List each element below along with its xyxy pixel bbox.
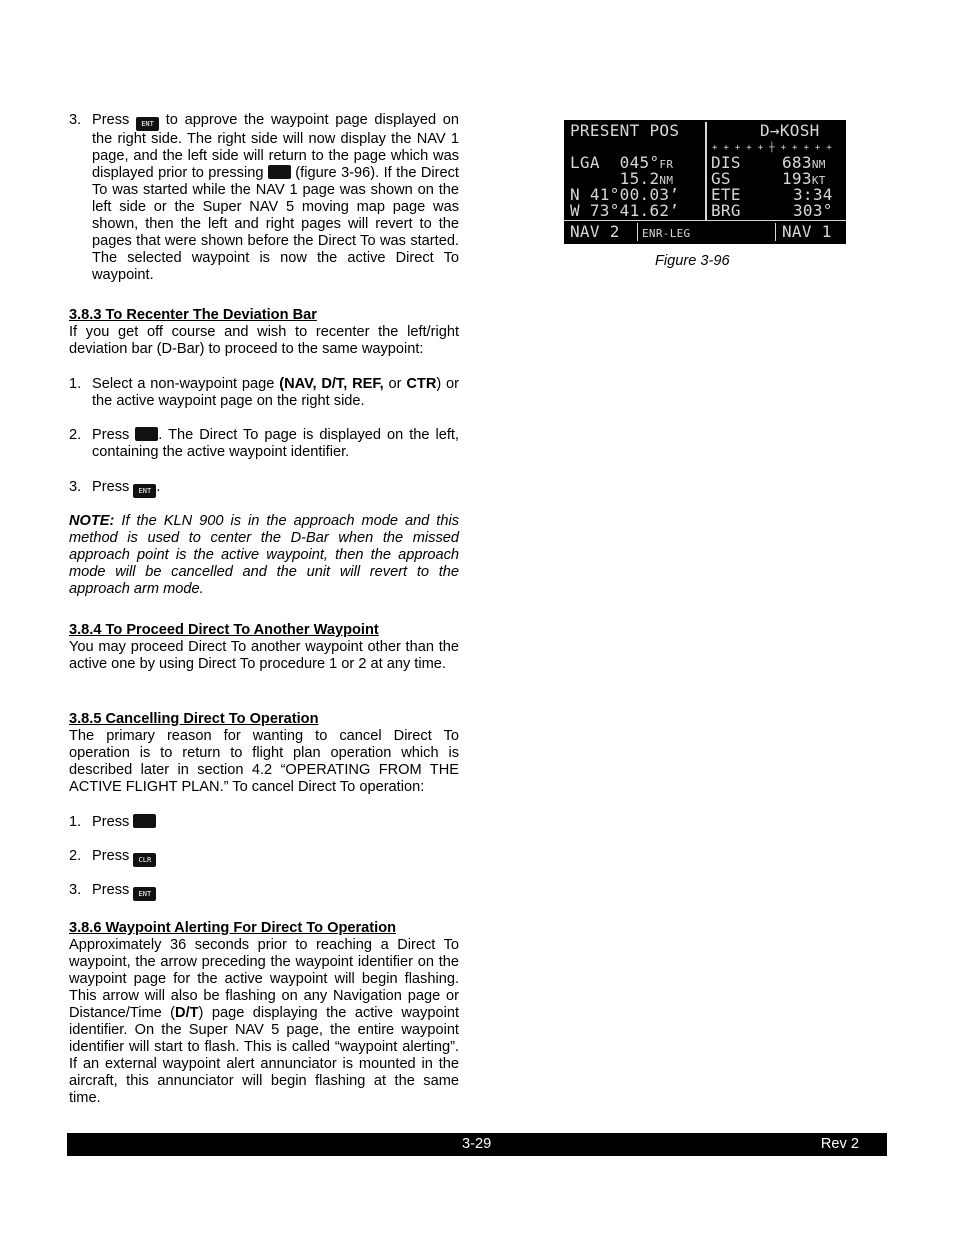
paragraph-3-8-3: If you get off course and wish to recenter the left/right deviation bar (D-Bar) to proceed to the same waypoint: (69, 324, 459, 357)
paragraph-3-8-5: The primary reason for wanting to cancel Direct To operation is to return to flight plan operation which is described later in section 4.2 “OPERATING FROM THE ACTIVE FLIGHT PLAN.” To cancel Direct To operation: (69, 728, 459, 795)
heading-3-8-4: 3.8.4 To Proceed Direct To Another Waypoint (69, 622, 379, 638)
direct-to-key-icon (135, 427, 158, 441)
left-row-3: N 41°00.03’ (570, 185, 680, 204)
left-footer-mode: ENR-LEG (642, 227, 691, 240)
note-label: NOTE: (69, 513, 115, 529)
gs-value: 193KT (782, 169, 826, 188)
left-title: PRESENT POS (570, 121, 680, 140)
ent-key-icon: ENT (136, 117, 159, 131)
paragraph-3-8-4: You may proceed Direct To another waypoint other than the active one by using Direct To procedure 1 or 2 at any time. (69, 639, 459, 672)
ete-label: ETE (711, 185, 741, 204)
ent-key-icon: ENT (133, 887, 156, 901)
step-number: 3. (69, 112, 82, 128)
ent-key-icon: ENT (133, 484, 156, 498)
figure-caption: Figure 3-96 (655, 253, 730, 269)
direct-to-arrow-icon: D→ (760, 121, 780, 140)
step-text: Press ENT to approve the waypoint page displayed on the right side. The right side will now display the NAV 1 page, and the left side will return to the page which was displayed prior to pressing (figure 3-96). If the Direct To was started while the NAV 1 page was shown on the left side or the Super NAV 5 moving map page was shown, then the left and right pages will revert to the pages that were shown before the Direct To was started. The selected waypoint is now the active Direct To waypoint. (92, 112, 460, 283)
divider (637, 223, 638, 241)
dbar: + + + + + ┼ + + + + + (712, 143, 833, 153)
dis-label: DIS (711, 153, 741, 172)
kln-display (564, 120, 846, 244)
ete-value: 3:34 (793, 185, 833, 204)
divider (564, 220, 846, 221)
heading-3-8-3: 3.8.3 To Recenter The Deviation Bar (69, 307, 317, 323)
direct-to-key-icon (268, 165, 291, 179)
gs-label: GS (711, 169, 731, 188)
divider (775, 223, 776, 241)
left-footer-page: NAV 2 (570, 222, 620, 241)
clr-key-icon: CLR (133, 853, 156, 867)
right-title: D→KOSH (760, 121, 820, 140)
heading-3-8-5: 3.8.5 Cancelling Direct To Operation (69, 711, 319, 727)
page-footer (67, 1133, 887, 1156)
divider (705, 122, 707, 220)
direct-to-key-icon (133, 814, 156, 828)
heading-3-8-6: 3.8.6 Waypoint Alerting For Direct To Operation (69, 920, 397, 936)
note-text: If the KLN 900 is in the approach mode and this method is used to center the D-Bar when the missed approach point is the active waypoint, then the approach mode will be cancelled and the unit will revert to the approach arm mode. (69, 513, 459, 597)
left-row-1: LGA 045°FR (570, 153, 674, 172)
left-row-4: W 73°41.62’ (570, 201, 680, 220)
page-number: 3-29 (462, 1136, 492, 1152)
note (69, 513, 459, 598)
right-footer-page: NAV 1 (782, 222, 832, 241)
revision: Rev 2 (820, 1136, 859, 1152)
brg-label: BRG (711, 201, 741, 220)
paragraph-3-8-6: Approximately 36 seconds prior to reaching a Direct To waypoint, the arrow preceding the waypoint identifier on the waypoint page for the active waypoint will begin flashing. This arrow will also be flashing on any Navigation page or Distance/Time (D/T) page displaying the active waypoint identifier. On the Super NAV 5 page, the entire waypoint identifier will start to flash. This is called “waypoint alerting”. If an external waypoint alert annunciator is mounted in the aircraft, this annunciator will begin flashing at the same time. (69, 937, 459, 1106)
dis-value: 683NM (782, 153, 826, 172)
left-row-2: 15.2NM (570, 169, 674, 188)
brg-value: 303° (793, 201, 833, 220)
